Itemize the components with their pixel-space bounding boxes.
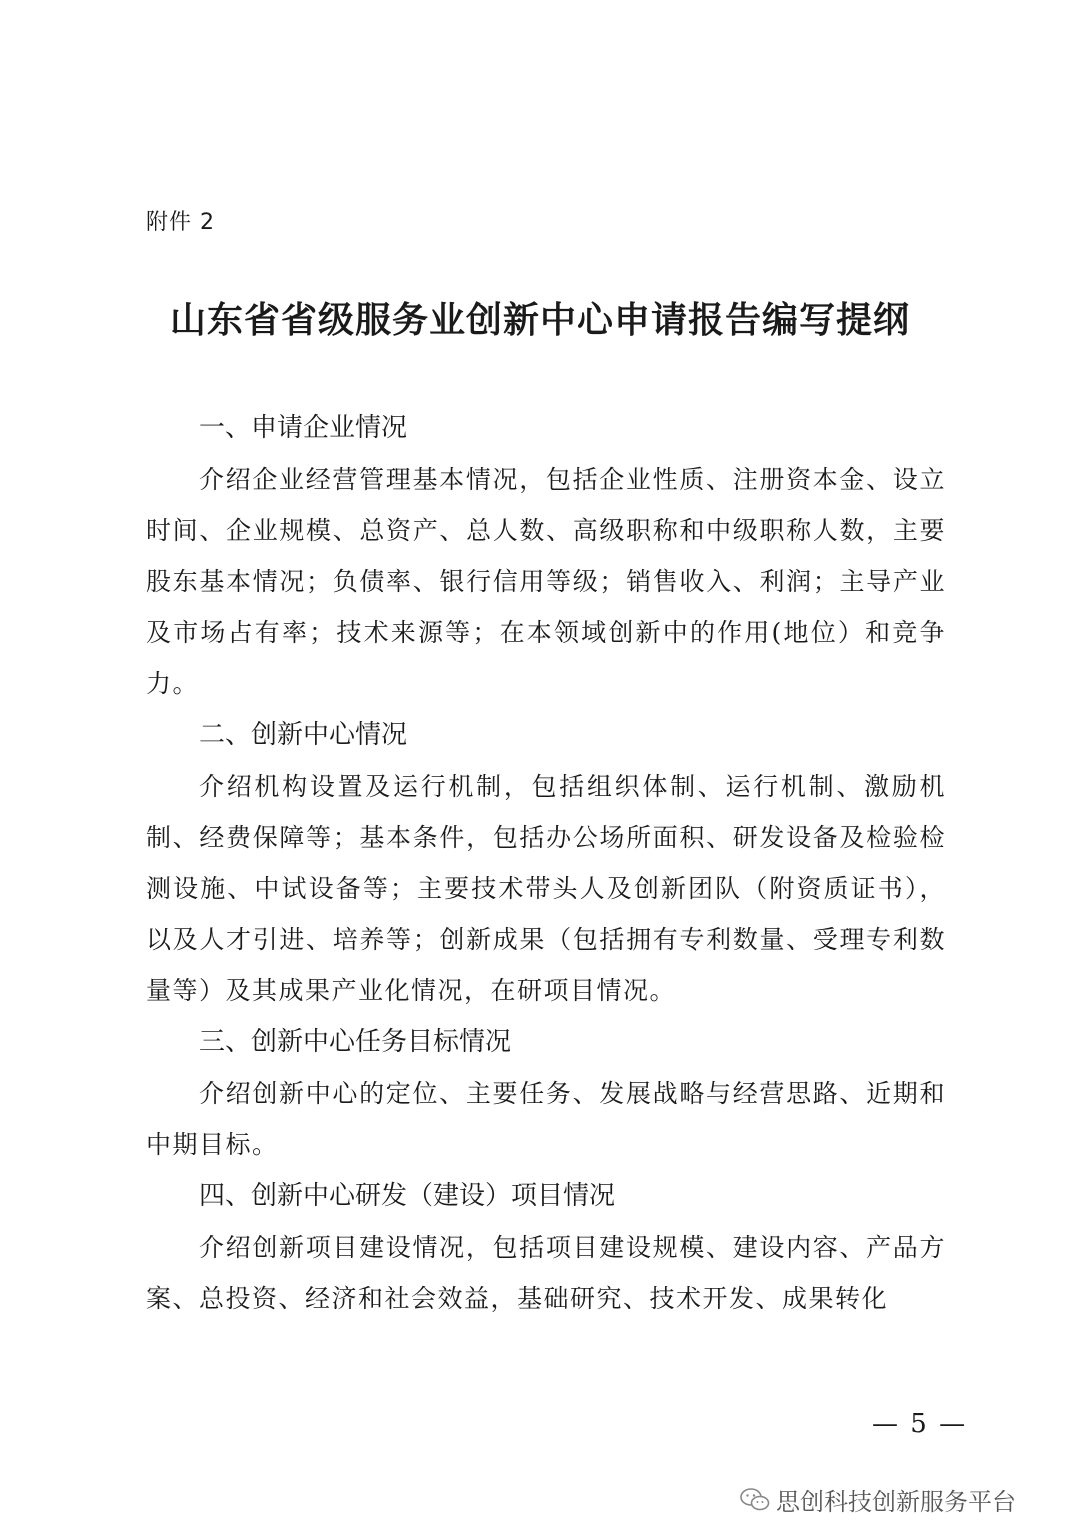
document-body: [146, 402, 946, 1324]
wechat-icon: [740, 1487, 770, 1513]
page-number: — 5 —: [872, 1409, 968, 1439]
document-title: 山东省省级服务业创新中心申请报告编写提纲: [169, 300, 910, 341]
section-heading-1: 一、申请企业情况: [199, 413, 408, 443]
section-body-3: 介绍创新中心的定位、主要任务、发展战略与经营思路、近期和中期目标。: [146, 1079, 946, 1159]
section-body-2: 介绍机构设置及运行机制，包括组织体制、运行机制、激励机制、经费保障等；基本条件，包括办公场所面积、研发设备及检验检测设施、中试设备等；主要技术带头人及创新团队（附资质证书），以及人才引进、培养等；创新成果（包括拥有专利数量、受理专利数量等）及其成果产业化情况，在研项目情况。: [146, 772, 946, 1005]
attachment-label: 附件 2: [146, 210, 215, 235]
footer-text: 思创科技创新服务平台: [776, 1488, 1016, 1516]
section-heading-4: 四、创新中心研发（建设）项目情况: [199, 1181, 616, 1211]
section-body-1: 介绍企业经营管理基本情况，包括企业性质、注册资本金、设立时间、企业规模、总资产、总人数、高级职称和中级职称人数，主要股东基本情况；负债率、银行信用等级；销售收入、利润；主导产业及市场占有率；技术来源等；在本领域创新中的作用(地位）和竞争力。: [146, 465, 946, 698]
section-heading-2: 二、创新中心情况: [199, 720, 408, 750]
section-body-4: 介绍创新项目建设情况，包括项目建设规模、建设内容、产品方案、总投资、经济和社会效益，基础研究、技术开发、成果转化: [146, 1233, 946, 1313]
section-heading-3: 三、创新中心任务目标情况: [199, 1027, 512, 1057]
footer-watermark: [740, 1482, 1016, 1517]
